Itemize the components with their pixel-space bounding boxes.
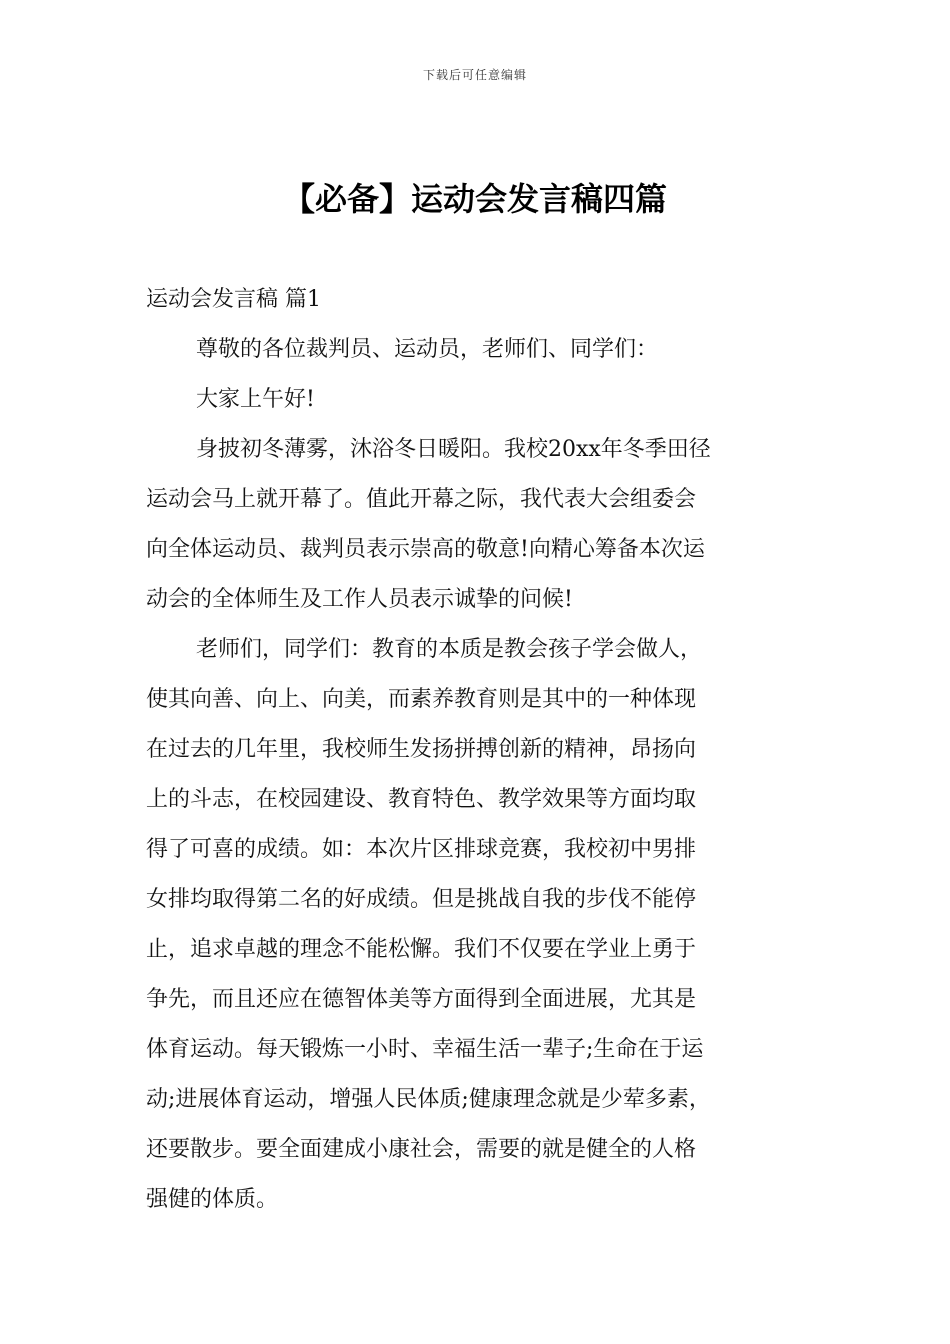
- paragraph-line: 女排均取得第二名的好成绩。但是挑战自我的步伐不能停: [146, 887, 697, 912]
- header-note: 下载后可任意编辑: [422, 68, 527, 82]
- paragraph-line: 身披初冬薄雾，沐浴冬日暖阳。我校20xx年冬季田径: [196, 437, 711, 462]
- greeting-paragraph: [146, 325, 816, 375]
- paragraph-line: 老师们，同学们：教育的本质是教会孩子学会做人，: [196, 637, 703, 662]
- greeting-line: 尊敬的各位裁判员、运动员，老师们、同学们：: [196, 337, 659, 362]
- document-body: [146, 325, 816, 1225]
- paragraph-line: 向全体运动员、裁判员表示崇高的敬意!向精心筹备本次运: [146, 537, 705, 562]
- paragraph-line: 争先，而且还应在德智体美等方面得到全面进展，尤其是: [146, 987, 697, 1012]
- section-heading: 运动会发言稿 篇1: [146, 287, 321, 312]
- salutation-paragraph: [146, 375, 816, 425]
- salutation-line: 大家上午好!: [196, 387, 315, 412]
- paragraph-line: 体育运动。每天锻炼一小时、幸福生活一辈子;生命在于运: [146, 1037, 704, 1062]
- paragraph-line: 上的斗志，在校园建设、教育特色、教学效果等方面均取: [146, 787, 697, 812]
- paragraph-line: 强健的体质。: [146, 1187, 279, 1212]
- paragraph-line: 得了可喜的成绩。如：本次片区排球竞赛，我校初中男排: [146, 837, 697, 862]
- paragraph-line: 动会的全体师生及工作人员表示诚挚的问候!: [146, 587, 573, 612]
- paragraph-line: 还要散步。要全面建成小康社会，需要的就是健全的人格: [146, 1137, 697, 1162]
- paragraph-line: 运动会马上就开幕了。值此开幕之际，我代表大会组委会: [146, 487, 697, 512]
- paragraph-1: [146, 425, 816, 625]
- paragraph-line: 动;进展体育运动，增强人民体质;健康理念就是少荤多素，: [146, 1087, 711, 1112]
- paragraph-line: 使其向善、向上、向美，而素养教育则是其中的一种体现: [146, 687, 697, 712]
- paragraph-2: [146, 625, 816, 1225]
- paragraph-line: 止，追求卓越的理念不能松懈。我们不仅要在学业上勇于: [146, 937, 697, 962]
- paragraph-line: 在过去的几年里，我校师生发扬拼搏创新的精神，昂扬向: [146, 737, 697, 762]
- document-title: 【必备】运动会发言稿四篇: [282, 180, 667, 218]
